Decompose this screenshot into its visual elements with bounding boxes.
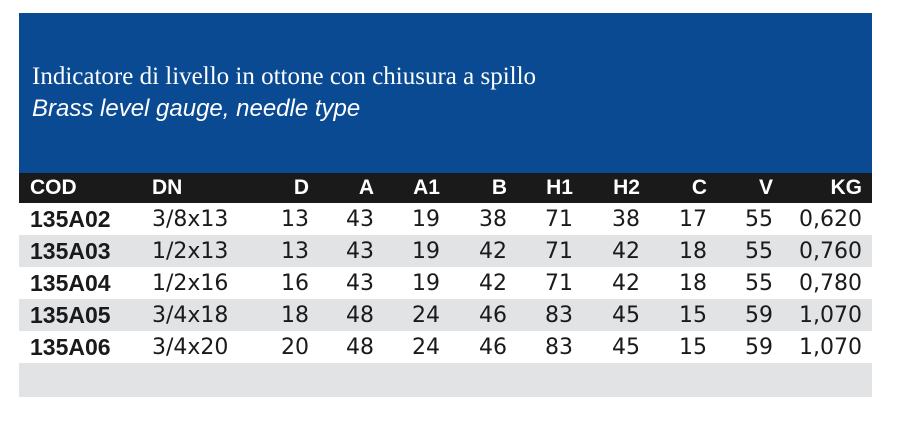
- cell-c: 15: [679, 302, 707, 328]
- cell-c: 15: [679, 334, 707, 360]
- cell-h1: 71: [545, 206, 573, 232]
- cell-a: 48: [346, 302, 374, 328]
- column-header-dn: DN: [152, 176, 183, 199]
- cell-cod: 135A03: [30, 237, 111, 264]
- cell-a1: 19: [412, 206, 440, 232]
- cell-kg: 0,620: [799, 206, 862, 232]
- cell-a: 43: [346, 270, 374, 296]
- cell-v: 59: [745, 334, 773, 360]
- cell-b: 42: [479, 270, 507, 296]
- cell-cod: 135A02: [30, 205, 111, 232]
- cell-a1: 24: [412, 334, 440, 360]
- title-english: Brass level gauge, needle type: [32, 95, 361, 122]
- table-row: [19, 267, 872, 299]
- cell-v: 59: [745, 302, 773, 328]
- column-header-cod: COD: [30, 176, 77, 199]
- cell-cod: 135A05: [30, 301, 111, 328]
- cell-v: 55: [745, 206, 773, 232]
- title-italian: Indicatore di livello in ottone con chiusura a spillo: [32, 63, 537, 90]
- column-header-a1: A1: [413, 176, 440, 199]
- product-table-panel: [19, 13, 872, 403]
- cell-kg: 0,780: [799, 270, 862, 296]
- column-header-a: A: [358, 176, 374, 199]
- cell-h2: 42: [612, 238, 640, 264]
- cell-d: 20: [281, 334, 309, 360]
- cell-d: 13: [281, 206, 309, 232]
- cell-b: 46: [479, 334, 507, 360]
- cell-dn: 3/8x13: [152, 206, 229, 232]
- cell-dn: 1/2x16: [152, 270, 229, 296]
- cell-cod: 135A04: [30, 269, 111, 296]
- cell-a1: 19: [412, 238, 440, 264]
- column-header-h1: H1: [546, 176, 573, 199]
- cell-a1: 19: [412, 270, 440, 296]
- cell-h2: 45: [612, 302, 640, 328]
- cell-b: 38: [479, 206, 507, 232]
- table-row: [19, 299, 872, 331]
- table-row: [19, 203, 872, 235]
- table-row: [19, 235, 872, 267]
- cell-d: 16: [281, 270, 309, 296]
- cell-cod: 135A06: [30, 333, 111, 360]
- cell-a: 43: [346, 238, 374, 264]
- cell-dn: 3/4x18: [152, 302, 229, 328]
- cell-v: 55: [745, 270, 773, 296]
- table-row: [19, 331, 872, 363]
- cell-h2: 38: [612, 206, 640, 232]
- cell-h2: 42: [612, 270, 640, 296]
- column-header-kg: KG: [830, 176, 862, 199]
- cell-kg: 1,070: [799, 334, 862, 360]
- column-header-v: V: [758, 176, 773, 199]
- cell-v: 55: [745, 238, 773, 264]
- cell-h1: 83: [545, 302, 573, 328]
- cell-c: 17: [679, 206, 707, 232]
- cell-kg: 0,760: [799, 238, 862, 264]
- cell-c: 18: [679, 270, 707, 296]
- cell-b: 46: [479, 302, 507, 328]
- column-header-b: B: [491, 176, 507, 199]
- cell-a: 43: [346, 206, 374, 232]
- cell-dn: 1/2x13: [152, 238, 229, 264]
- cell-a1: 24: [412, 302, 440, 328]
- cell-c: 18: [679, 238, 707, 264]
- dimensions-table: [19, 173, 872, 397]
- cell-h1: 71: [545, 270, 573, 296]
- title-banner: [19, 13, 872, 173]
- column-header-h2: H2: [613, 176, 640, 199]
- column-header-c: C: [691, 176, 707, 199]
- cell-dn: 3/4x20: [152, 334, 229, 360]
- cell-h1: 71: [545, 238, 573, 264]
- column-header-d: D: [293, 176, 309, 199]
- table-header-row: [19, 173, 872, 203]
- cell-d: 18: [281, 302, 309, 328]
- cell-a: 48: [346, 334, 374, 360]
- cell-b: 42: [479, 238, 507, 264]
- cell-d: 13: [281, 238, 309, 264]
- cell-kg: 1,070: [799, 302, 862, 328]
- cell-h2: 45: [612, 334, 640, 360]
- cell-h1: 83: [545, 334, 573, 360]
- table-footer-band: [19, 363, 872, 397]
